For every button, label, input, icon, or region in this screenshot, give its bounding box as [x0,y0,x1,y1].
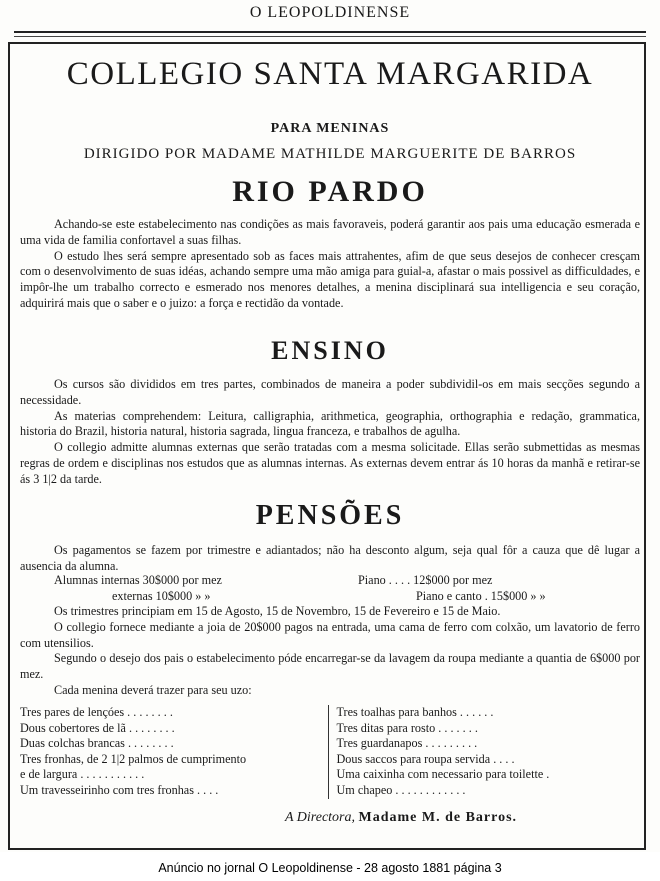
intro-paragraph: Achando-se este estabelecimento nas condições as mais favoraveis, poderá garantir aos pais uma educação esmerada e uma vida de familia confortavel a suas filhas. [20,217,640,247]
price-row [20,589,640,605]
list-item: Duas colchas brancas . . . . . . . . [20,736,174,751]
list-item: Tres fronhas, de 2 1|2 palmos de cumprimento [20,751,247,766]
list-item: Um chapeo . . . . . . . . . . . . [336,782,466,797]
ad-director-line: DIRIGIDO POR MADAME MATHILDE MARGUERITE DE BARROS [83,146,577,162]
price-left: externas 10$000 » » [112,588,211,603]
pensoes-paragraph: Segundo o desejo dos pais o estabelecimento póde encarregar-se da lavagem da roupa mediante a quantia de 6$000 por mez. [20,651,640,682]
newspaper-masthead: O LEOPOLDINENSE [249,4,411,21]
list-item: Dous cobertores de lã . . . . . . . . [20,720,175,735]
list-item: Tres ditas para rosto . . . . . . . [336,720,478,735]
list-item: Dous saccos para roupa servida . . . . [336,751,515,766]
ensino-heading: ENSINO [271,336,389,365]
pensoes-paragraph: Cada menina deverá trazer para seu uzo: [54,682,252,697]
masthead-rule-thin [14,36,646,37]
list-item: e de largura . . . . . . . . . . . [20,767,145,782]
items-list [20,705,640,799]
pensoes-body-section [20,604,640,699]
price-right: Piano . . . . 12$000 por mez [358,573,493,587]
image-caption: Anúncio no jornal O Leopoldinense - 28 agosto 1881 página 3 [158,861,502,875]
list-item: Tres pares de lençóes . . . . . . . . [20,705,173,719]
items-column-right [329,705,641,799]
ad-title: COLLEGIO SANTA MARGARIDA [66,56,594,92]
list-item: Tres toalhas para banhos . . . . . . [336,705,494,719]
price-table [20,573,640,605]
ensino-paragraph: Os cursos são divididos em tres partes, combinados de maneira a poder subdividil-os em mais secções segundo a necessidade. [20,377,640,407]
pensoes-heading: PENSÕES [255,500,405,531]
intro-paragraph: O estudo lhes será sempre apresentado sob as faces mais attrahentes, afim de que seus desejos de conhecer cresçam com o desenvolvimento de suas idéas, achando sempre uma mão amiga para guial-a, afastar o mais possivel as difficuldades, e impôr-lhe um trabalho correcto e esmerado nos menores detalhes, a menina disciplinará sua intelligencia e seu coração, adquirirá mais que o saber e o juizo: a força e rectidão da vontade. [20,248,640,310]
signature-name: Madame M. de Barros. [358,810,518,825]
items-column-left [20,705,329,799]
masthead-rule [14,31,646,33]
signature [285,810,517,826]
ensino-paragraph: O collegio admitte alumnas externas que serão tratadas com a mesma solicitade. Ellas serão submettidas as mesmas regras de ordem e disciplinas nos estudos que as alumnas internas. As externas devem entrar ás 10 horas da manhã e retirar-se ás 3 1|2 da tarde. [20,440,640,486]
price-row [20,573,640,589]
list-item: Um travesseirinho com tres fronhas . . . . [20,782,219,797]
place-heading: RIO PARDO [232,175,428,208]
ensino-paragraph: As materias comprehendem: Leitura, calligraphia, arithmetica, geographia, orthographia e redação, grammatica, historia do Brazil, historia natural, historia sagrada, lingua franceza, e trabalhos de agulha. [20,408,640,439]
intro-section [20,217,640,312]
ensino-section [20,377,640,488]
pensoes-intro-section [20,543,640,575]
pensoes-paragraph: Os trimestres principiam em 15 de Agosto, 15 de Novembro, 15 de Fevereiro e 15 de Maio. [54,604,501,618]
list-item: Tres guardanapos . . . . . . . . . [336,736,478,751]
signature-role: A Directora, [285,810,355,825]
pensoes-paragraph: O collegio fornece mediante a joia de 20$000 pagos na entrada, uma cama de ferro com colxão, um lavatorio de ferro com utensilios. [20,619,640,650]
price-left: Alumnas internas 30$000 por mez [54,573,222,587]
pensoes-intro: Os pagamentos se fazem por trimestre e adiantados; não ha desconto algum, seja qual fôr a cauza que dê lugar a ausencia da alumna. [20,543,640,573]
ad-subtitle: PARA MENINAS [270,121,390,136]
price-right: Piano e canto . 15$000 » » [416,588,546,603]
list-item: Uma caixinha com necessario para toilette . [336,767,550,782]
